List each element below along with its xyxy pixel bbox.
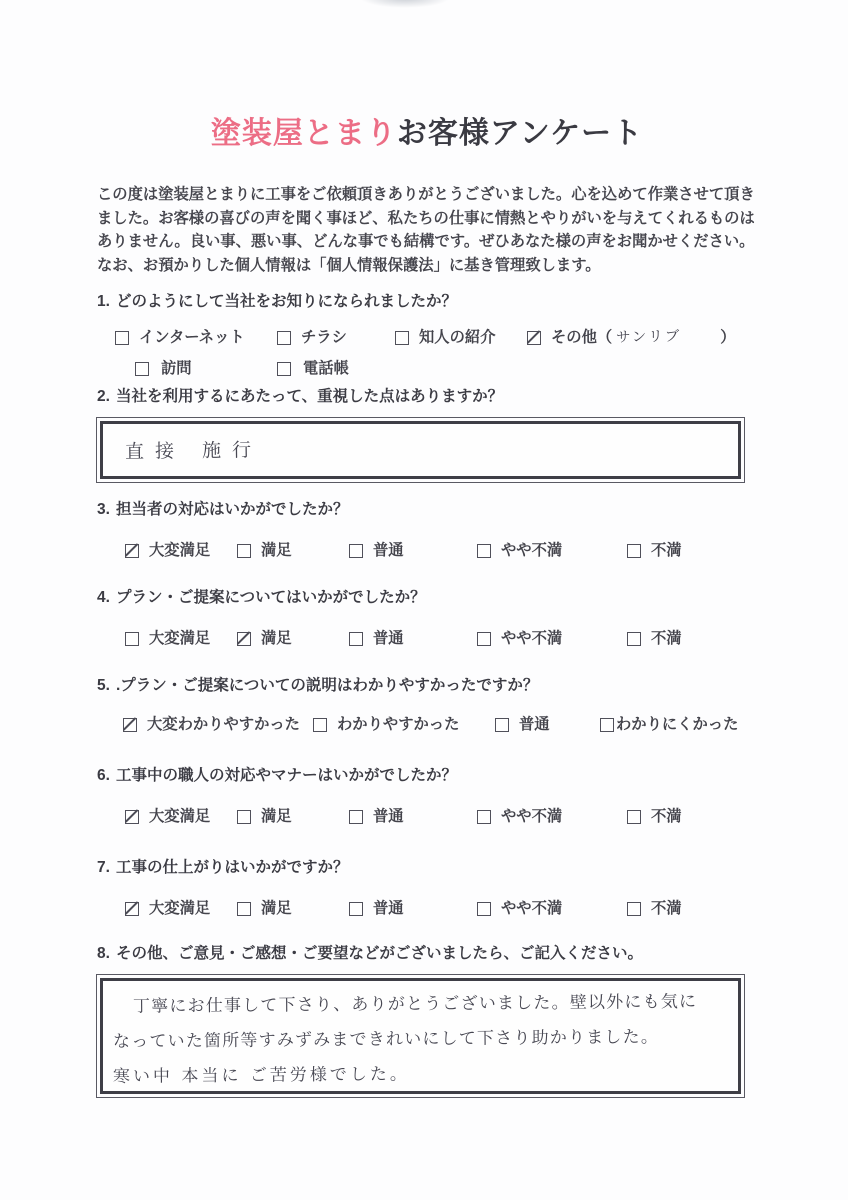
question-number: 1. [97,293,110,311]
q3-option-2 [237,538,349,563]
q4-checkbox-1[interactable] [125,632,139,646]
q7-options [97,896,757,921]
option-label: 普通 [373,808,404,826]
question-text: どのようにして当社をお知りになられましたか？ [115,293,457,311]
q6-options [97,804,757,829]
question-number: 3. [97,501,110,519]
intro-line: ありません。良い事、悪い事、どんな事でも結構です。ぜひあなた様の声をお聞かせください。 [97,233,755,251]
q1b-option-1 [135,356,277,381]
q6-checkbox-1-checked[interactable] [125,810,139,824]
question-7-title [97,855,757,880]
q1-option-3 [395,325,527,350]
q8-handwritten-line: 丁寧にお仕事して下さり、ありがとうございました。壁以外にも気に [132,991,698,1017]
question-3-title [97,497,757,522]
q6-checkbox-2[interactable] [237,810,251,824]
q7-option-4 [477,896,627,921]
q6-checkbox-4[interactable] [477,810,491,824]
option-label: 不満 [651,900,682,918]
q1-option-1 [115,325,277,350]
q4-checkbox-5[interactable] [627,632,641,646]
question-2-title [97,384,757,409]
option-label: 知人の紹介 [419,329,496,347]
option-label: 普通 [373,630,404,648]
option-label: 大変満足 [149,808,211,826]
option-label: やや不満 [501,900,563,918]
option-label: 不満 [651,630,682,648]
q6-checkbox-5[interactable] [627,810,641,824]
q3-option-1 [125,538,237,563]
option-label: 満足 [261,630,292,648]
question-1 [97,289,757,381]
q6-option-3 [349,804,477,829]
q4-options [97,626,757,651]
q6-option-5 [627,804,682,829]
q7-checkbox-3[interactable] [349,902,363,916]
q6-option-2 [237,804,349,829]
q7-option-2 [237,896,349,921]
q7-option-1 [125,896,237,921]
q6-option-1 [125,804,237,829]
question-2 [97,384,757,479]
q1-checkbox-1[interactable] [115,331,129,345]
question-number: 2. [97,388,110,406]
question-5 [97,673,757,737]
question-4 [97,585,757,651]
intro-line: この度は塗装屋とまりに工事をご依頼頂きありがとうございました。心を込めて作業させて頂き [97,186,755,204]
q1b-checkbox-2[interactable] [277,362,291,376]
q3-checkbox-2[interactable] [237,544,251,558]
q4-checkbox-2-checked[interactable] [237,632,251,646]
option-label: 大変わかりやすかった [147,716,300,734]
option-label: 普通 [373,900,404,918]
option-label: 不満 [651,808,682,826]
q4-option-2 [237,626,349,651]
question-7 [97,855,757,921]
q1-options-row-1 [97,325,757,350]
option-label: 普通 [373,542,404,560]
question-text: その他、ご意見・ご感想・ご要望などがございましたら、ご記入ください。 [115,945,643,963]
q1-checkbox-3[interactable] [395,331,409,345]
option-label: 満足 [261,542,292,560]
q7-option-3 [349,896,477,921]
question-8 [97,941,757,1094]
q5-checkbox-2[interactable] [313,718,327,732]
q3-checkbox-3[interactable] [349,544,363,558]
q2-handwritten-answer: 直接 施行 [124,439,263,464]
option-label: 訪問 [161,360,192,378]
q5-checkbox-1-checked[interactable] [123,718,137,732]
question-8-title [97,941,757,966]
intro-paragraph [97,183,757,277]
q1-other-checkbox-checked[interactable] [527,331,541,345]
option-label: 大変満足 [149,542,211,560]
survey-content [97,92,757,1094]
q3-option-5 [627,538,682,563]
q4-checkbox-4[interactable] [477,632,491,646]
option-label: チラシ [301,329,347,347]
q4-option-3 [349,626,477,651]
question-5-title [97,673,757,698]
question-4-title [97,585,757,610]
question-number: 6. [97,767,110,785]
q3-options [97,538,757,563]
q3-checkbox-5[interactable] [627,544,641,558]
q5-option-4 [600,712,738,737]
q1-option-other [527,325,736,350]
page-title-text: お客様アンケート [396,117,644,151]
option-label: わかりにくかった [616,716,739,734]
q7-checkbox-1-checked[interactable] [125,902,139,916]
q3-option-4 [477,538,627,563]
q8-answer-box[interactable] [100,978,741,1094]
q1b-option-2 [277,356,349,381]
option-label: ） [720,329,736,347]
intro-line: なお、お預かりした個人情報は「個人情報保護法」に基き管理致します。 [97,256,601,274]
question-6-title [97,763,757,788]
q1-checkbox-2[interactable] [277,331,291,345]
q4-option-5 [627,626,682,651]
question-number: 8. [97,945,110,963]
scan-smudge-artifact [360,0,450,8]
question-text: プラン・ご提案についてはいかがでしたか？ [115,589,426,607]
q5-option-2 [313,712,495,737]
q1-other-handwritten-answer: サンリブ [616,328,682,346]
option-label: 大変満足 [149,630,211,648]
option-label: わかりやすかった [337,716,460,734]
q3-option-3 [349,538,477,563]
q5-option-1 [123,712,313,737]
q7-option-5 [627,896,682,921]
page-title [97,112,757,156]
question-text: 担当者の対応はいかがでしたか？ [115,501,349,519]
question-text: .プラン・ご提案についての説明はわかりやすかったですか？ [115,677,539,695]
q3-checkbox-4[interactable] [477,544,491,558]
option-label: やや不満 [501,808,563,826]
q8-handwritten-line: 寒い中 本当に ご苦労様でした。 [112,1064,410,1088]
option-label: 満足 [261,808,292,826]
option-label: 満足 [261,900,292,918]
q5-options [97,712,757,737]
question-6 [97,763,757,829]
question-1-title [97,289,757,314]
question-text: 当社を利用するにあたって、重視した点はありますか？ [115,388,504,406]
brand-name: 塗装屋とまり [210,117,397,151]
question-number: 4. [97,589,110,607]
q8-handwritten-line: なっていた箇所等すみずみまできれいにして下さり助かりました。 [112,1027,660,1053]
q4-option-4 [477,626,627,651]
q6-checkbox-3[interactable] [349,810,363,824]
option-label: やや不満 [501,542,563,560]
q3-checkbox-1-checked[interactable] [125,544,139,558]
q7-checkbox-4[interactable] [477,902,491,916]
q5-checkbox-4[interactable] [600,718,614,732]
question-number: 5. [97,677,110,695]
question-number: 7. [97,859,110,877]
option-label: 普通 [519,716,550,734]
q7-checkbox-2[interactable] [237,902,251,916]
q6-option-4 [477,804,627,829]
q7-checkbox-5[interactable] [627,902,641,916]
option-label: 電話帳 [303,360,349,378]
q2-answer-box[interactable] [100,421,741,479]
option-label: インターネット [139,329,245,347]
q4-option-1 [125,626,237,651]
q1-option-2 [277,325,395,350]
q1-options-row-2 [97,356,757,381]
q5-checkbox-3[interactable] [495,718,509,732]
question-text: 工事の仕上がりはいかがですか？ [115,859,349,877]
question-text: 工事中の職人の対応やマナーはいかがでしたか？ [115,767,457,785]
intro-line: ました。お客様の喜びの声を聞く事ほど、私たちの仕事に情熱とやりがいを与えてくれるものは [97,209,755,227]
q4-checkbox-3[interactable] [349,632,363,646]
option-label: 大変満足 [149,900,211,918]
option-label: 不満 [651,542,682,560]
q1b-checkbox-1[interactable] [135,362,149,376]
option-label: その他（ [551,329,613,347]
option-label: やや不満 [501,630,563,648]
q5-option-3 [495,712,600,737]
question-3 [97,497,757,563]
